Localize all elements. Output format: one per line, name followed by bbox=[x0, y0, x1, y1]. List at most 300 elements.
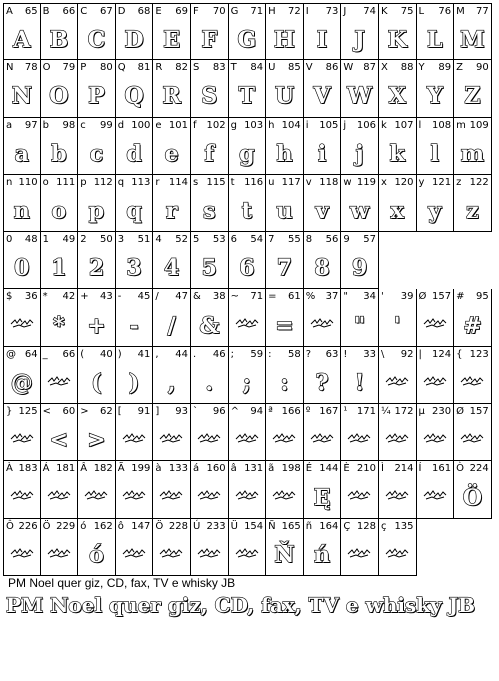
glyph-header bbox=[193, 6, 226, 17]
glyph-header bbox=[343, 291, 376, 302]
glyph-cell bbox=[116, 175, 154, 232]
glyph-preview: s bbox=[203, 198, 216, 225]
glyph-char-label: , bbox=[155, 348, 159, 360]
glyph-header bbox=[268, 177, 301, 188]
glyph-header bbox=[231, 177, 264, 188]
glyph-header bbox=[231, 234, 264, 245]
empty-cell bbox=[379, 232, 417, 289]
glyph-char-label: } bbox=[6, 406, 13, 418]
glyph-char-label: ? bbox=[305, 348, 312, 360]
glyph-cell bbox=[41, 289, 79, 346]
glyph-cell bbox=[41, 232, 79, 289]
glyph-cell bbox=[229, 3, 267, 60]
missing-glyph-icon bbox=[46, 487, 72, 501]
glyph-header bbox=[231, 62, 264, 73]
glyph-preview: R bbox=[162, 83, 181, 110]
glyph-char-label: Ç bbox=[343, 520, 351, 532]
glyph-cell bbox=[78, 3, 116, 60]
glyph-preview: < bbox=[49, 427, 69, 454]
glyph-cell bbox=[229, 289, 267, 346]
glyph-cell bbox=[153, 3, 191, 60]
glyph-header bbox=[456, 177, 489, 188]
missing-glyph-icon bbox=[384, 373, 410, 387]
glyph-cell bbox=[304, 3, 342, 60]
glyph-code-label: 101 bbox=[168, 119, 188, 131]
missing-glyph-icon bbox=[121, 545, 147, 559]
glyph-cell bbox=[41, 461, 79, 518]
glyph-cell bbox=[266, 289, 304, 346]
glyph-code-label: 122 bbox=[469, 176, 489, 188]
glyph-char-label: n bbox=[6, 176, 13, 188]
glyph-code-label: 94 bbox=[250, 406, 264, 418]
glyph-cell bbox=[341, 461, 379, 518]
glyph-cell bbox=[304, 60, 342, 117]
glyph-cell bbox=[417, 175, 455, 232]
glyph-code-label: 133 bbox=[168, 463, 188, 475]
glyph-header bbox=[193, 291, 226, 302]
glyph-char-label: @ bbox=[6, 348, 16, 360]
glyph-header bbox=[80, 120, 113, 131]
glyph-char-label: á bbox=[192, 463, 200, 475]
glyph-header bbox=[268, 6, 301, 17]
glyph-header bbox=[381, 521, 414, 532]
glyph-code-label: 66 bbox=[62, 348, 76, 360]
missing-glyph-icon bbox=[384, 487, 410, 501]
glyph-header bbox=[6, 62, 38, 73]
glyph-preview: * bbox=[53, 312, 65, 339]
glyph-header bbox=[118, 234, 151, 245]
glyph-code-label: 161 bbox=[432, 463, 452, 475]
missing-glyph-icon bbox=[346, 487, 372, 501]
empty-cell bbox=[454, 232, 492, 289]
missing-glyph-icon bbox=[121, 430, 147, 444]
glyph-cell bbox=[191, 175, 229, 232]
glyph-code-label: 113 bbox=[131, 176, 151, 188]
glyph-header bbox=[306, 349, 339, 360]
missing-glyph-icon bbox=[309, 430, 335, 444]
glyph-cell bbox=[454, 347, 492, 404]
glyph-code-label: 74 bbox=[363, 6, 376, 17]
glyph-code-label: 58 bbox=[288, 348, 301, 360]
glyph-cell bbox=[379, 461, 417, 518]
glyph-cell bbox=[3, 118, 41, 175]
character-map-grid bbox=[3, 3, 492, 576]
glyph-char-label: ! bbox=[343, 348, 348, 360]
glyph-header bbox=[155, 62, 188, 73]
glyph-cell bbox=[379, 519, 417, 576]
glyph-cell bbox=[78, 461, 116, 518]
glyph-preview: 5 bbox=[201, 255, 217, 282]
glyph-char-label: ¼ bbox=[380, 406, 391, 418]
glyph-cell bbox=[153, 175, 191, 232]
glyph-header bbox=[43, 521, 76, 532]
glyph-char-label: : bbox=[268, 348, 272, 360]
glyph-preview: p bbox=[88, 198, 105, 225]
glyph-header bbox=[456, 406, 489, 417]
glyph-header bbox=[419, 291, 452, 302]
glyph-cell bbox=[153, 404, 191, 461]
glyph-char-label: % bbox=[305, 291, 316, 303]
glyph-char-label: 9 bbox=[343, 234, 350, 246]
glyph-header bbox=[6, 291, 38, 302]
glyph-char-label: W bbox=[343, 62, 354, 74]
glyph-cell bbox=[304, 289, 342, 346]
missing-glyph-icon bbox=[121, 487, 147, 501]
glyph-char-label: Ø bbox=[456, 406, 464, 418]
glyph-cell bbox=[3, 519, 41, 576]
glyph-preview: 6 bbox=[239, 255, 255, 282]
glyph-code-label: 71 bbox=[250, 291, 264, 303]
glyph-code-label: 160 bbox=[206, 463, 226, 475]
glyph-preview: Q bbox=[124, 83, 144, 110]
glyph-header bbox=[193, 349, 226, 360]
sample-text-small: PM Noel quer giz, CD, fax, TV e whisky JB bbox=[8, 576, 236, 590]
glyph-char-label: 5 bbox=[192, 234, 200, 246]
glyph-code-label: 65 bbox=[24, 6, 38, 17]
glyph-header bbox=[381, 120, 414, 131]
glyph-header bbox=[43, 291, 76, 302]
glyph-cell bbox=[116, 232, 154, 289]
glyph-preview: ó bbox=[89, 541, 104, 568]
glyph-code-label: 86 bbox=[325, 62, 339, 74]
glyph-code-label: 167 bbox=[319, 406, 339, 418]
glyph-cell bbox=[417, 404, 455, 461]
glyph-code-label: 49 bbox=[62, 234, 76, 246]
glyph-char-label: o bbox=[42, 176, 49, 188]
glyph-char-label: p bbox=[80, 176, 87, 188]
glyph-preview: ń bbox=[314, 541, 331, 568]
glyph-cell bbox=[266, 519, 304, 576]
glyph-code-label: 51 bbox=[137, 234, 151, 246]
glyph-cell bbox=[78, 519, 116, 576]
glyph-header bbox=[306, 463, 339, 474]
glyph-preview: M bbox=[460, 26, 485, 53]
glyph-char-label: Ì bbox=[380, 463, 384, 475]
glyph-header bbox=[155, 120, 188, 131]
glyph-char-label: ~ bbox=[230, 291, 239, 303]
glyph-code-label: 77 bbox=[475, 6, 489, 17]
glyph-cell bbox=[78, 175, 116, 232]
glyph-char-label: À bbox=[6, 463, 13, 475]
glyph-preview: D bbox=[124, 26, 144, 53]
glyph-char-label: e bbox=[155, 119, 162, 131]
glyph-cell bbox=[3, 289, 41, 346]
glyph-char-label: b bbox=[42, 119, 49, 131]
empty-cell bbox=[454, 519, 492, 576]
glyph-code-label: 117 bbox=[281, 176, 301, 188]
glyph-char-label: l bbox=[418, 119, 422, 131]
glyph-code-label: 118 bbox=[319, 176, 339, 188]
missing-glyph-icon bbox=[346, 430, 372, 444]
glyph-code-label: 70 bbox=[212, 6, 226, 17]
glyph-code-label: 111 bbox=[56, 176, 76, 188]
glyph-char-label: 4 bbox=[155, 234, 162, 246]
glyph-char-label: * bbox=[42, 291, 48, 303]
glyph-code-label: 83 bbox=[212, 62, 226, 74]
glyph-code-label: 182 bbox=[93, 463, 113, 475]
glyph-preview: x bbox=[390, 198, 404, 225]
glyph-cell bbox=[379, 175, 417, 232]
glyph-char-label: w bbox=[343, 176, 352, 188]
glyph-cell bbox=[341, 3, 379, 60]
glyph-cell bbox=[153, 461, 191, 518]
glyph-code-label: 80 bbox=[100, 62, 113, 74]
glyph-header bbox=[419, 406, 452, 417]
missing-glyph-icon bbox=[346, 545, 372, 559]
glyph-code-label: 88 bbox=[400, 62, 414, 74]
glyph-header bbox=[381, 406, 414, 417]
glyph-preview: 1 bbox=[51, 255, 67, 282]
missing-glyph-icon bbox=[234, 315, 260, 329]
glyph-char-label: ô bbox=[117, 520, 124, 532]
glyph-preview: O bbox=[49, 83, 69, 110]
glyph-preview: u bbox=[276, 198, 293, 225]
glyph-cell bbox=[116, 118, 154, 175]
glyph-cell bbox=[229, 118, 267, 175]
glyph-preview: L bbox=[427, 26, 443, 53]
glyph-char-label: ' bbox=[380, 291, 384, 303]
glyph-header bbox=[343, 6, 376, 17]
glyph-cell bbox=[417, 289, 455, 346]
glyph-header bbox=[43, 120, 76, 131]
glyph-char-label: { bbox=[456, 348, 463, 360]
glyph-cell bbox=[304, 232, 342, 289]
glyph-cell bbox=[3, 3, 41, 60]
glyph-header bbox=[268, 120, 301, 131]
glyph-cell bbox=[116, 289, 154, 346]
glyph-code-label: 91 bbox=[137, 406, 151, 418]
glyph-header bbox=[268, 291, 301, 302]
glyph-code-label: 229 bbox=[56, 520, 76, 532]
glyph-preview: & bbox=[199, 312, 220, 339]
glyph-code-label: 125 bbox=[18, 406, 38, 418]
missing-glyph-icon bbox=[459, 373, 485, 387]
glyph-code-label: 116 bbox=[244, 176, 264, 188]
glyph-cell bbox=[191, 404, 229, 461]
glyph-header bbox=[343, 234, 376, 245]
glyph-cell bbox=[341, 232, 379, 289]
glyph-preview: Y bbox=[426, 83, 443, 110]
glyph-preview: ' bbox=[393, 312, 401, 339]
glyph-cell bbox=[304, 347, 342, 404]
glyph-preview: ; bbox=[242, 369, 251, 396]
glyph-code-label: 165 bbox=[281, 520, 301, 532]
glyph-code-label: 114 bbox=[168, 176, 188, 188]
glyph-cell bbox=[341, 404, 379, 461]
glyph-preview: : bbox=[280, 369, 289, 396]
glyph-preview: i bbox=[317, 140, 327, 167]
glyph-char-label: c bbox=[80, 119, 86, 131]
glyph-code-label: 99 bbox=[100, 119, 113, 131]
glyph-code-label: 57 bbox=[363, 234, 376, 246]
missing-glyph-icon bbox=[234, 545, 260, 559]
missing-glyph-icon bbox=[422, 315, 448, 329]
glyph-code-label: 108 bbox=[432, 119, 452, 131]
glyph-char-label: 1 bbox=[42, 234, 49, 246]
glyph-code-label: 233 bbox=[206, 520, 226, 532]
glyph-header bbox=[419, 120, 452, 131]
glyph-char-label: - bbox=[117, 291, 122, 303]
glyph-char-label: È bbox=[343, 463, 350, 475]
glyph-cell bbox=[153, 289, 191, 346]
glyph-char-label: z bbox=[456, 176, 462, 188]
glyph-char-label: ( bbox=[80, 348, 85, 360]
glyph-char-label: $ bbox=[6, 291, 13, 303]
glyph-code-label: 71 bbox=[250, 6, 264, 17]
missing-glyph-icon bbox=[196, 487, 222, 501]
glyph-cell bbox=[341, 289, 379, 346]
glyph-header bbox=[306, 6, 339, 17]
glyph-cell bbox=[191, 3, 229, 60]
glyph-cell bbox=[116, 347, 154, 404]
glyph-code-label: 228 bbox=[168, 520, 188, 532]
glyph-code-label: 100 bbox=[131, 119, 151, 131]
glyph-preview: A bbox=[13, 26, 31, 53]
glyph-header bbox=[456, 291, 489, 302]
glyph-cell bbox=[153, 118, 191, 175]
glyph-preview: 8 bbox=[314, 255, 330, 282]
glyph-cell bbox=[454, 118, 492, 175]
glyph-preview: Ň bbox=[274, 541, 295, 568]
glyph-preview: J bbox=[354, 26, 365, 53]
glyph-cell bbox=[266, 175, 304, 232]
glyph-cell bbox=[116, 60, 154, 117]
glyph-char-label: Ö bbox=[42, 520, 51, 532]
glyph-header bbox=[193, 234, 226, 245]
glyph-header bbox=[6, 120, 38, 131]
glyph-cell bbox=[454, 3, 492, 60]
glyph-code-label: 230 bbox=[432, 406, 452, 418]
glyph-char-label: ã bbox=[268, 463, 275, 475]
glyph-code-label: 54 bbox=[250, 234, 264, 246]
glyph-char-label: 6 bbox=[230, 234, 237, 246]
glyph-header bbox=[231, 291, 264, 302]
glyph-preview: 3 bbox=[126, 255, 142, 282]
glyph-header bbox=[306, 177, 339, 188]
glyph-char-label: I bbox=[305, 6, 309, 17]
glyph-header bbox=[306, 521, 339, 532]
glyph-preview: " bbox=[353, 312, 366, 339]
missing-glyph-icon bbox=[196, 430, 222, 444]
glyph-preview: k bbox=[389, 140, 405, 167]
glyph-cell bbox=[379, 347, 417, 404]
glyph-cell bbox=[229, 60, 267, 117]
glyph-code-label: 147 bbox=[131, 520, 151, 532]
glyph-cell bbox=[191, 60, 229, 117]
missing-glyph-icon bbox=[9, 545, 35, 559]
glyph-header bbox=[80, 291, 113, 302]
glyph-preview: > bbox=[87, 427, 106, 454]
glyph-code-label: 199 bbox=[131, 463, 151, 475]
glyph-header bbox=[43, 406, 76, 417]
glyph-code-label: 104 bbox=[281, 119, 301, 131]
glyph-cell bbox=[266, 347, 304, 404]
glyph-header bbox=[155, 463, 188, 474]
glyph-code-label: 82 bbox=[175, 62, 188, 74]
glyph-cell bbox=[191, 118, 229, 175]
glyph-code-label: 85 bbox=[288, 62, 301, 74]
glyph-preview: w bbox=[350, 198, 370, 225]
glyph-cell bbox=[417, 3, 455, 60]
glyph-char-label: > bbox=[80, 406, 89, 418]
glyph-cell bbox=[78, 347, 116, 404]
glyph-cell bbox=[116, 519, 154, 576]
missing-glyph-icon bbox=[46, 545, 72, 559]
glyph-cell bbox=[191, 289, 229, 346]
glyph-preview: E bbox=[163, 26, 181, 53]
glyph-char-label: H bbox=[268, 6, 276, 17]
glyph-code-label: 56 bbox=[325, 234, 339, 246]
glyph-char-label: º bbox=[305, 406, 311, 418]
glyph-cell bbox=[454, 404, 492, 461]
glyph-char-label: [ bbox=[117, 406, 122, 418]
glyph-char-label: Ñ bbox=[268, 520, 276, 532]
glyph-char-label: K bbox=[380, 6, 388, 17]
glyph-preview: f bbox=[204, 140, 214, 167]
glyph-cell bbox=[304, 404, 342, 461]
glyph-char-label: | bbox=[418, 348, 422, 360]
glyph-header bbox=[43, 6, 76, 17]
glyph-char-label: \ bbox=[380, 348, 385, 360]
glyph-code-label: 66 bbox=[62, 6, 76, 17]
glyph-char-label: F bbox=[192, 6, 199, 17]
glyph-char-label: q bbox=[117, 176, 125, 188]
glyph-cell bbox=[266, 3, 304, 60]
glyph-preview: h bbox=[276, 140, 293, 167]
glyph-header bbox=[456, 120, 489, 131]
glyph-preview: l bbox=[430, 140, 439, 167]
glyph-header bbox=[231, 6, 264, 17]
glyph-preview: @ bbox=[10, 369, 33, 396]
missing-glyph-icon bbox=[234, 430, 260, 444]
glyph-char-label: P bbox=[80, 62, 87, 74]
glyph-header bbox=[80, 406, 113, 417]
glyph-char-label: j bbox=[343, 119, 347, 131]
glyph-cell bbox=[78, 289, 116, 346]
glyph-char-label: Q bbox=[117, 62, 126, 74]
glyph-cell bbox=[304, 461, 342, 518]
glyph-code-label: 157 bbox=[469, 406, 489, 418]
missing-glyph-icon bbox=[271, 487, 297, 501]
glyph-code-label: 43 bbox=[100, 291, 113, 303]
glyph-code-label: 53 bbox=[212, 234, 226, 246]
missing-glyph-icon bbox=[422, 487, 448, 501]
glyph-header bbox=[80, 177, 113, 188]
glyph-cell bbox=[266, 461, 304, 518]
glyph-cell bbox=[116, 404, 154, 461]
glyph-preview: = bbox=[275, 312, 294, 339]
glyph-header bbox=[456, 62, 489, 73]
glyph-char-label: U bbox=[268, 62, 276, 74]
glyph-preview: Ę bbox=[313, 484, 331, 511]
glyph-char-label: R bbox=[155, 62, 163, 74]
glyph-code-label: 106 bbox=[356, 119, 376, 131]
glyph-cell bbox=[191, 519, 229, 576]
glyph-preview: b bbox=[51, 140, 67, 167]
glyph-header bbox=[155, 291, 188, 302]
glyph-code-label: 62 bbox=[100, 406, 113, 418]
glyph-cell bbox=[116, 461, 154, 518]
glyph-preview: g bbox=[239, 140, 255, 167]
glyph-code-label: 97 bbox=[24, 119, 38, 131]
glyph-char-label: = bbox=[268, 291, 277, 303]
glyph-char-label: y bbox=[418, 176, 425, 188]
glyph-char-label: ª bbox=[268, 406, 273, 418]
glyph-cell bbox=[266, 232, 304, 289]
glyph-header bbox=[6, 406, 38, 417]
glyph-header bbox=[118, 6, 151, 17]
glyph-header bbox=[343, 349, 376, 360]
